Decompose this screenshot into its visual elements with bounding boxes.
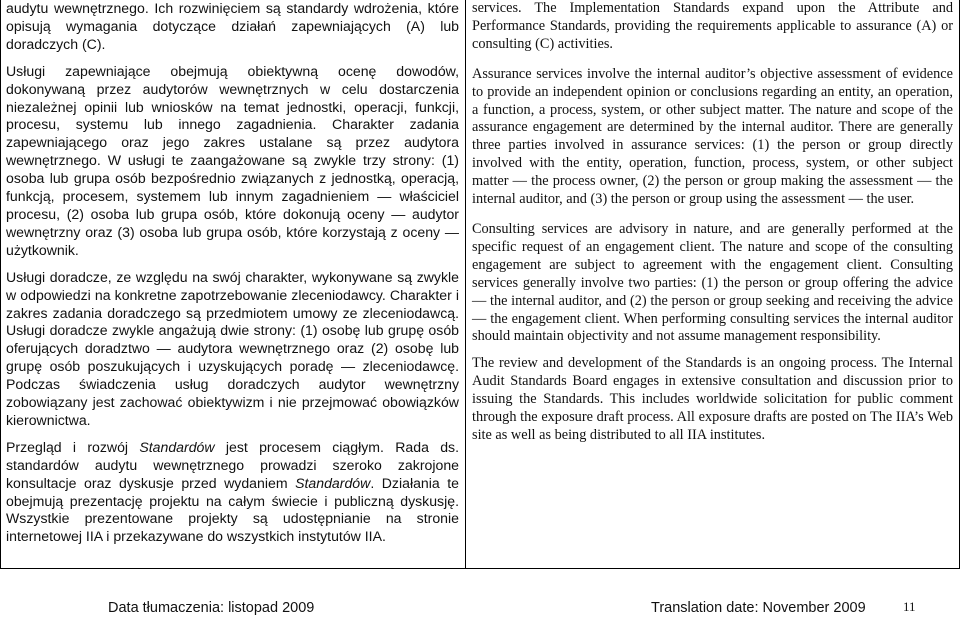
pl-assurance-part1: Usługi zapewniające obejmują obiektywną ocenę dowodów, dokonywaną przez audytorów wewnętrznych w celu dostarczenia niezależnej opinii lub wniosków na temat jednostki, operacji, funkcji, procesu, systemu lub innego zagadnienia. Charakter zadania zapewniającego oraz jego zakres ustalane są przez audytora wewnętrznego.: [6, 62, 459, 169]
pl-assurance-part2: W usługi te zaangażowane są zwykle trzy strony: (1) osoba lub grupa osób bezpośrednio związanych z jednostką, operacją, funkcją, procesem, systemem lub innym zagadnieniem — właściciel procesu, (2) osoba lub grupa osób, które dokonują oceny — audytor wewnętrzny oraz (3) osoba lub grupa osób, które korzystają z oceny — użytkownik.: [6, 152, 459, 258]
pl-review-italic1: Standardów: [139, 438, 215, 455]
footer-translation-date-en: Translation date: November 2009: [651, 600, 866, 616]
pl-review-part2: jest procesem ciągłym. Rada ds. standardów audytu wewnętrznego prowadzi szeroko zakrojone konsultacje oraz dyskusje przed wydaniem: [6, 438, 459, 491]
footer-translation-date-pl: Data tłumaczenia: listopad 2009: [108, 600, 315, 616]
pl-review-part3: . Działania te obejmują prezentację projektu na całym świecie i publiczną dyskusję. Wszystkie prezentowane projekty są udostępnianie na stronie internetowej IIA i przekazywane do wszystkich instytutów IIA.: [6, 474, 459, 545]
pl-paragraph-intro: audytu wewnętrznego. Ich rozwinięciem są standardy wdrożenia, które opisują wymagania dotyczące działań zapewniających (A) lub doradczych (C).: [6, 0, 459, 52]
english-column: [472, 0, 953, 454]
column-divider: [465, 0, 466, 568]
pl-paragraph-review: [6, 439, 459, 546]
polish-column: [6, 0, 459, 555]
en-paragraph-assurance: Assurance services involve the internal auditor’s objective assessment of evidence to provide an independent opinion or conclusions regarding an entity, an operation, a function, a process, system, or other subject matter. The nature and scope of the assurance engagement are determined by the internal auditor. There are generally three parties involved in assurance services: (1) the person or group directly involved with the entity, operation, function, process, system, or other subject matter — the process owner, (2) the person or group making the assessment — the internal auditor, and (3) the person or group using the assessment — the user.: [472, 65, 953, 208]
pl-review-part1: Przegląd i rozwój: [6, 438, 140, 455]
en-paragraph-review: The review and development of the Standards is an ongoing process. The Internal Audit Standards Board engages in extensive consultation and discussion prior to issuing the Standards. This includes worldwide solicitation for public comment through the exposure draft process. All exposure drafts are posted on The IIA’s Web site as well as being distributed to all IIA institutes.: [472, 355, 953, 443]
en-paragraph-consulting: Consulting services are advisory in nature, and are generally performed at the specific request of an engagement client. The nature and scope of the consulting engagement are subject to agreement with the engagement client. Consulting services generally involve two parties: (1) the person or group offering the advice — the internal auditor, and (2) the person or group seeking and receiving the advice — the engagement client. When performing consulting services the internal auditor should maintain objectivity and not assume management responsibility.: [472, 220, 953, 345]
pl-paragraph-assurance: [6, 63, 459, 260]
page-number: 11: [903, 599, 916, 614]
pl-paragraph-consulting: Usługi doradcze, ze względu na swój charakter, wykonywane są zwykle w odpowiedzi na konkretne zapotrzebowanie zleceniodawcy. Charakter i zakres zadania doradczego są przedmiotem umowy ze zleceniodawcą. Usługi doradcze zwykle angażują dwie strony: (1) osobę lub grupę osób oferujących doradztwo — audytora wewnętrznego oraz (2) osobę lub grupę osób poszukujących i uzyskujących poradę — zleceniodawcę. Podczas świadczenia usług doradczych audytor wewnętrzny zobowiązany jest zachować obiektywizm i nie przejmować obowiązków kierownictwa.: [6, 268, 459, 428]
pl-review-italic2: Standardów: [295, 474, 371, 491]
en-paragraph-intro: services. The Implementation Standards expand upon the Attribute and Performance Standards, providing the requirements applicable to assurance (A) or consulting (C) activities.: [472, 0, 953, 52]
